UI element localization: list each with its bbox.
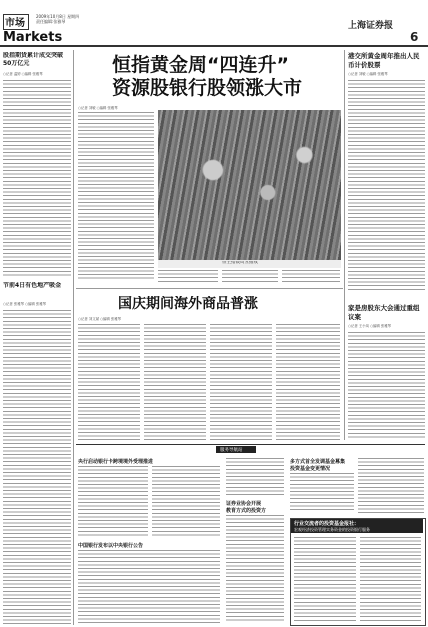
lead-body-col3	[158, 270, 218, 282]
service-banner-label: 服务导航站	[220, 448, 243, 453]
bottom-section-rule	[76, 444, 425, 445]
middle-headline: 国庆期间海外商品普涨	[118, 296, 258, 312]
header-editor: 责任编辑:张雅琴	[36, 19, 66, 24]
middle-body-col2	[144, 324, 206, 440]
bottom-story4-title: 多方式首全发调基金募集	[290, 459, 346, 465]
bottom-story2-body	[78, 550, 220, 624]
right-story2-body	[348, 332, 425, 440]
right-story2-title: 家是房股东大会通过重组议案	[348, 304, 420, 321]
bottom-story1-title: 央行启动银行卡跨境境外受理推进	[78, 459, 154, 465]
lead-photo	[158, 110, 341, 260]
bottom-story1-body2	[152, 466, 220, 536]
bottom-story4-subtitle: 投资基金变更情况	[290, 466, 331, 472]
bottom-story1-body	[78, 466, 148, 536]
middle-body-col4	[276, 324, 340, 440]
ad-subtitle: 宏观经济投资管理实务资金的投资银行服务	[294, 527, 370, 532]
page-number: 6	[410, 30, 419, 44]
section-label: 市场	[5, 18, 25, 29]
bottom-right-body	[358, 458, 424, 514]
section-english-title: Markets	[3, 30, 63, 45]
lead-headline-line1: 恒指黄金周“四连升”	[112, 54, 289, 76]
bottom-story4-body	[290, 473, 354, 511]
lead-body-col1	[78, 112, 154, 280]
right-story1-byline: ○记者 刘敏 ○编辑 张雅琴	[348, 72, 388, 76]
right-divider	[344, 50, 345, 440]
middle-byline: ○记者 刘文斌 ○编辑 张雅琴	[78, 317, 122, 321]
bottom-story2-title: 中国银行发布以中央银行公告	[78, 543, 144, 549]
bottom-story3-body	[226, 515, 284, 623]
right-column	[348, 50, 425, 440]
lead-bottom-rule	[76, 288, 343, 289]
left-story1-body	[3, 80, 71, 276]
lead-byline: ○记者 刘敏 ○编辑 张雅琴	[78, 106, 118, 110]
left-story2-byline: ○记者 张雅琴 ○编辑 张雅琴	[3, 302, 47, 306]
bottom-story-col-mid	[226, 458, 284, 496]
lead-body-col4	[222, 270, 278, 282]
header-rule	[0, 45, 428, 47]
left-story1-title: 股指期货累计成交突破50万亿元	[3, 52, 64, 67]
left-story2-body	[3, 310, 71, 624]
ad-title: 行业交流者的投资基金报社：	[294, 521, 360, 527]
ad-body-col2	[360, 537, 421, 621]
left-column	[3, 50, 71, 625]
right-story2-byline: ○记者 王小凤 ○编辑 张雅琴	[348, 324, 392, 328]
page-header	[0, 0, 428, 44]
bottom-story3-subtitle: 教育方式的投资方	[226, 508, 267, 514]
bottom-story3-title: 证券业协会开展	[226, 501, 262, 507]
left-story1-byline: ○记者 温婷 ○编辑 张雅琴	[3, 72, 43, 76]
middle-body-col3	[210, 324, 272, 440]
middle-body-col1	[78, 324, 140, 440]
left-divider	[73, 50, 74, 625]
paper-name: 上海证券报	[348, 21, 394, 31]
lead-photo-caption: 恒生指数周五报收	[222, 261, 258, 265]
header-date: 2009年10月8日 星期四	[36, 14, 80, 19]
ad-body-col1	[294, 537, 356, 621]
left-story2-title: 节前4日有色地产吸金	[3, 282, 62, 289]
right-story1-title: 港交所黄金周年推出人民币计价股票	[348, 52, 420, 69]
lead-headline-line2: 资源股银行股领涨大市	[112, 77, 303, 99]
right-story1-body	[348, 80, 425, 290]
lead-body-col5	[282, 270, 340, 282]
